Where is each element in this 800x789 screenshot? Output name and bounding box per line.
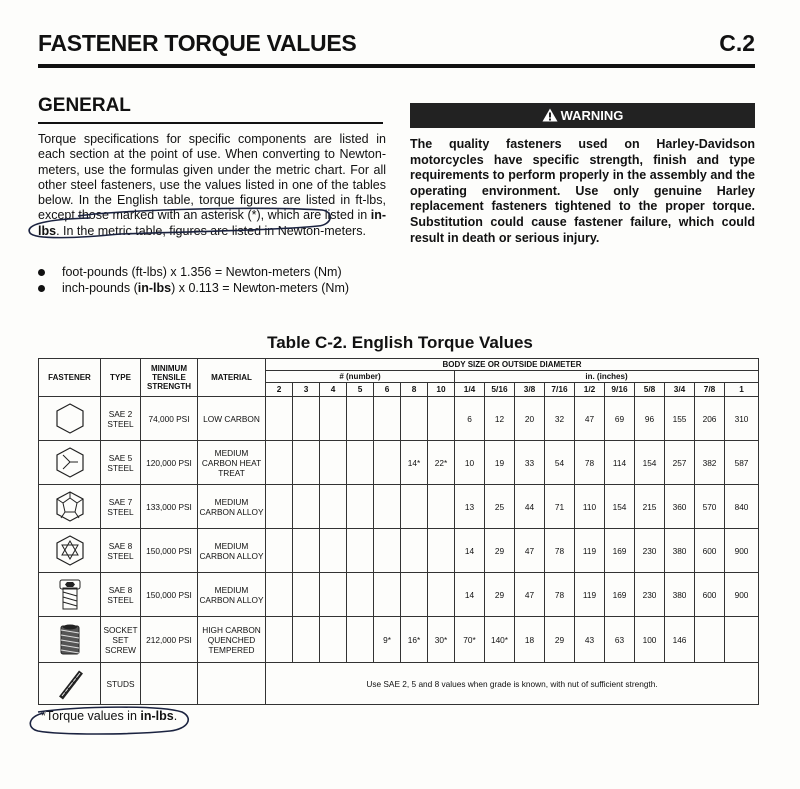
general-text-part: . In the metric table, figures are listed in Newton-meters. (56, 223, 366, 238)
footnote-text: *Torque values in (41, 709, 141, 723)
size-column-header: 4 (320, 383, 347, 397)
torque-value-cell (374, 573, 401, 617)
header-strength: MINIMUM TENSILE STRENGTH (141, 359, 198, 397)
torque-value-cell: 20 (515, 397, 545, 441)
footnote-text: . (173, 709, 178, 723)
formula-text: foot-pounds (ft-lbs) x 1.356 = Newton-meters (Nm) (62, 265, 342, 279)
table-body (39, 397, 759, 705)
size-column-header: 3/8 (515, 383, 545, 397)
torque-value-cell: 140* (485, 617, 515, 663)
torque-value-cell: 587 (725, 441, 759, 485)
torque-value-cell: 146 (665, 617, 695, 663)
torque-value-cell: 29 (485, 573, 515, 617)
torque-value-cell: 22* (428, 441, 455, 485)
torque-value-cell: 155 (665, 397, 695, 441)
general-rule (38, 122, 383, 124)
hex-head-plain-icon (54, 402, 86, 436)
table-caption: Table C-2. English Torque Values (267, 333, 533, 352)
torque-value-cell: 310 (725, 397, 759, 441)
type-cell: SOCKET SET SCREW (101, 617, 141, 663)
torque-value-cell (347, 485, 374, 529)
torque-value-cell: 96 (635, 397, 665, 441)
torque-value-cell: 169 (605, 573, 635, 617)
torque-value-cell: 29 (545, 617, 575, 663)
torque-value-cell: 63 (605, 617, 635, 663)
torque-value-cell (293, 529, 320, 573)
size-column-header: 7/8 (695, 383, 725, 397)
size-column-header: 1/2 (575, 383, 605, 397)
torque-value-cell: 29 (485, 529, 515, 573)
torque-value-cell: 206 (695, 397, 725, 441)
hex-head-six-line-icon (54, 534, 86, 568)
general-paragraph (38, 132, 386, 239)
fastener-icon-cell (39, 573, 101, 617)
torque-value-cell (695, 617, 725, 663)
header-inch-group: in. (inches) (455, 371, 759, 383)
torque-value-cell (374, 441, 401, 485)
hex-head-five-line-icon (54, 490, 86, 524)
torque-value-cell: 382 (695, 441, 725, 485)
formula-text: inch-pounds ( (62, 281, 138, 295)
type-cell: STUDS (101, 663, 141, 705)
footnote-bold: in-lbs (140, 709, 174, 723)
type-cell: SAE 8 STEEL (101, 529, 141, 573)
stud-icon (54, 667, 86, 701)
studs-note: Use SAE 2, 5 and 8 values when grade is known, with nut of sufficient strength. (266, 663, 759, 705)
fastener-icon-cell (39, 397, 101, 441)
strength-cell: 150,000 PSI (141, 573, 198, 617)
torque-value-cell: 900 (725, 573, 759, 617)
size-column-header: 5/16 (485, 383, 515, 397)
torque-value-cell: 47 (575, 397, 605, 441)
warning-text: The quality fasteners used on Harley-Davidson motorcycles have specific strength, finish and type requirements to perform properly in the assembly and the operating environment. Use only genuine Harley replacement fasteners tightened to the proper torque. Substitution could cause fastener failure, which could result in death or serious injury. (410, 137, 755, 245)
hex-head-two-line-icon (54, 446, 86, 480)
size-column-header: 9/16 (605, 383, 635, 397)
material-cell: HIGH CARBON QUENCHED TEMPERED (198, 617, 266, 663)
torque-value-cell: 100 (635, 617, 665, 663)
table-row (39, 573, 759, 617)
torque-value-cell: 18 (515, 617, 545, 663)
warning-triangle-icon (542, 108, 558, 122)
torque-value-cell (320, 397, 347, 441)
torque-value-cell: 16* (401, 617, 428, 663)
torque-value-cell (320, 573, 347, 617)
torque-value-cell (401, 397, 428, 441)
size-column-header: 3 (293, 383, 320, 397)
strength-cell: 74,000 PSI (141, 397, 198, 441)
torque-value-cell: 154 (635, 441, 665, 485)
torque-value-cell: 600 (695, 573, 725, 617)
strength-cell (141, 663, 198, 705)
torque-value-cell: 600 (695, 529, 725, 573)
torque-value-cell (266, 397, 293, 441)
torque-value-cell: 47 (515, 529, 545, 573)
torque-value-cell (428, 573, 455, 617)
torque-value-cell: 54 (545, 441, 575, 485)
torque-value-cell: 840 (725, 485, 759, 529)
torque-value-cell (374, 485, 401, 529)
torque-value-cell (266, 617, 293, 663)
material-cell: LOW CARBON (198, 397, 266, 441)
page-header (38, 28, 755, 68)
torque-value-cell: 215 (635, 485, 665, 529)
type-cell: SAE 8 STEEL (101, 573, 141, 617)
torque-value-cell (266, 529, 293, 573)
table-row-studs (39, 663, 759, 705)
formula-in-lbs (38, 280, 398, 296)
torque-value-cell (320, 441, 347, 485)
type-cell: SAE 7 STEEL (101, 485, 141, 529)
torque-value-cell: 19 (485, 441, 515, 485)
fastener-icon-cell (39, 663, 101, 705)
size-column-header: 3/4 (665, 383, 695, 397)
header-number-group: # (number) (266, 371, 455, 383)
torque-value-cell: 119 (575, 573, 605, 617)
warning-label: WARNING (560, 108, 624, 123)
general-heading: GENERAL (38, 95, 131, 116)
table-row (39, 485, 759, 529)
torque-value-cell (401, 573, 428, 617)
type-cell: SAE 5 STEEL (101, 441, 141, 485)
header-type: TYPE (101, 359, 141, 397)
torque-value-cell: 154 (605, 485, 635, 529)
torque-value-cell (347, 617, 374, 663)
torque-value-cell (347, 529, 374, 573)
torque-value-cell: 570 (695, 485, 725, 529)
table-row (39, 397, 759, 441)
torque-value-cell (320, 529, 347, 573)
general-text-part: Torque specifications for specific components are listed in each section at the point of use. When converting to Newton-meters, use the formulas given under the metric chart. For all other steel fasteners, use the values listed in one of the tables below. In the English table, torque figures are listed in ft-lbs, except those marked with an asterisk (*), which are listed in (38, 132, 386, 223)
type-cell: SAE 2 STEEL (101, 397, 141, 441)
material-cell: MEDIUM CARBON ALLOY (198, 573, 266, 617)
torque-value-cell: 230 (635, 573, 665, 617)
torque-value-cell (428, 485, 455, 529)
torque-value-cell (401, 529, 428, 573)
page-title: FASTENER TORQUE VALUES (38, 30, 357, 56)
header-fastener: FASTENER (39, 359, 101, 397)
torque-value-cell: 43 (575, 617, 605, 663)
torque-value-cell (266, 441, 293, 485)
torque-value-cell: 12 (485, 397, 515, 441)
torque-value-cell: 900 (725, 529, 759, 573)
torque-value-cell (347, 573, 374, 617)
torque-value-cell: 13 (455, 485, 485, 529)
section-code: C.2 (719, 30, 755, 56)
torque-value-cell (293, 397, 320, 441)
torque-value-cell: 78 (545, 529, 575, 573)
material-cell: MEDIUM CARBON ALLOY (198, 485, 266, 529)
torque-value-cell: 33 (515, 441, 545, 485)
header-body-size: BODY SIZE OR OUTSIDE DIAMETER (266, 359, 759, 371)
formula-ft-lbs (38, 264, 398, 280)
size-column-header: 1/4 (455, 383, 485, 397)
size-column-header: 5/8 (635, 383, 665, 397)
torque-value-cell: 78 (545, 573, 575, 617)
torque-value-cell (320, 485, 347, 529)
header-material: MATERIAL (198, 359, 266, 397)
torque-value-cell: 169 (605, 529, 635, 573)
strength-cell: 133,000 PSI (141, 485, 198, 529)
material-cell: MEDIUM CARBON HEAT TREAT (198, 441, 266, 485)
strength-cell: 212,000 PSI (141, 617, 198, 663)
strength-cell: 150,000 PSI (141, 529, 198, 573)
torque-value-cell (293, 573, 320, 617)
torque-value-cell: 114 (605, 441, 635, 485)
torque-value-cell (374, 529, 401, 573)
torque-value-cell: 14* (401, 441, 428, 485)
torque-value-cell: 44 (515, 485, 545, 529)
torque-value-cell: 78 (575, 441, 605, 485)
warning-banner (410, 103, 755, 128)
size-column-header: 7/16 (545, 383, 575, 397)
strength-cell: 120,000 PSI (141, 441, 198, 485)
torque-value-cell (401, 485, 428, 529)
footnote (41, 709, 177, 723)
table-row (39, 441, 759, 485)
size-column-header: 6 (374, 383, 401, 397)
table-row (39, 529, 759, 573)
formula-list (38, 264, 398, 296)
table-row (39, 617, 759, 663)
torque-value-cell (293, 485, 320, 529)
torque-value-cell (293, 617, 320, 663)
torque-value-cell: 230 (635, 529, 665, 573)
material-cell (198, 663, 266, 705)
size-column-header: 2 (266, 383, 293, 397)
torque-value-cell: 9* (374, 617, 401, 663)
torque-value-cell: 25 (485, 485, 515, 529)
torque-value-cell: 380 (665, 573, 695, 617)
torque-value-cell (266, 573, 293, 617)
torque-value-cell: 360 (665, 485, 695, 529)
torque-value-cell: 380 (665, 529, 695, 573)
size-column-header: 1 (725, 383, 759, 397)
torque-value-cell: 47 (515, 573, 545, 617)
socket-head-cap-screw-icon (54, 578, 86, 612)
material-cell: MEDIUM CARBON ALLOY (198, 529, 266, 573)
torque-value-cell: 30* (428, 617, 455, 663)
size-column-header: 5 (347, 383, 374, 397)
general-text-bold: in-lbs (38, 208, 386, 238)
fastener-icon-cell (39, 529, 101, 573)
size-column-header: 10 (428, 383, 455, 397)
torque-value-cell (428, 397, 455, 441)
formula-text: ) x 0.113 = Newton-meters (Nm) (171, 281, 350, 295)
torque-value-cell (725, 617, 759, 663)
torque-value-cell (347, 441, 374, 485)
torque-value-cell (266, 485, 293, 529)
torque-value-cell (374, 397, 401, 441)
torque-value-cell: 110 (575, 485, 605, 529)
torque-value-cell: 69 (605, 397, 635, 441)
torque-value-cell: 6 (455, 397, 485, 441)
formula-text-bold: in-lbs (137, 281, 172, 295)
fastener-icon-cell (39, 485, 101, 529)
size-column-header: 8 (401, 383, 428, 397)
fastener-icon-cell (39, 617, 101, 663)
socket-set-screw-icon (54, 623, 86, 657)
torque-value-cell: 119 (575, 529, 605, 573)
fastener-icon-cell (39, 441, 101, 485)
torque-value-cell (428, 529, 455, 573)
torque-value-cell (320, 617, 347, 663)
torque-value-cell (347, 397, 374, 441)
torque-value-cell: 32 (545, 397, 575, 441)
torque-value-cell: 14 (455, 573, 485, 617)
torque-value-cell: 71 (545, 485, 575, 529)
torque-value-cell: 14 (455, 529, 485, 573)
torque-value-cell (293, 441, 320, 485)
torque-table (38, 358, 759, 705)
torque-value-cell: 70* (455, 617, 485, 663)
torque-value-cell: 257 (665, 441, 695, 485)
torque-value-cell: 10 (455, 441, 485, 485)
